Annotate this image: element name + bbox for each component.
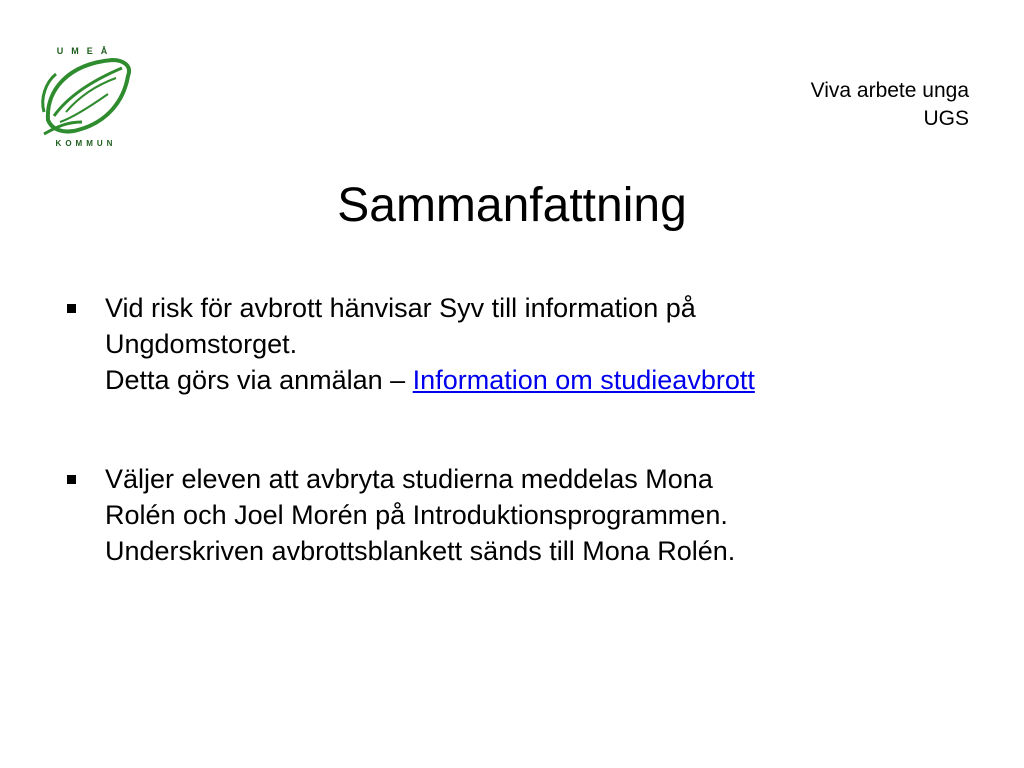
bullet-1-line-3-prefix: Detta görs via anmälan –: [105, 365, 413, 395]
bullet-2-line-3: Underskriven avbrottsblankett sänds till Mona Rolén.: [105, 536, 736, 566]
umea-kommun-logo: [38, 42, 134, 152]
header-line-1: Viva arbete unga: [810, 79, 969, 102]
bullet-1-line-1: Vid risk för avbrott hänvisar Syv till information på: [105, 293, 696, 323]
bullet-list: [66, 290, 966, 569]
logo-top-text: UMEÅ: [56, 46, 116, 56]
header-info: [811, 77, 969, 133]
bullet-2-line-2: Rolén och Joel Morén på Introduktionsprogrammen.: [105, 500, 728, 530]
logo-bottom-text: KOMMUN: [55, 139, 117, 148]
bullet-item-2: [66, 461, 966, 569]
bullet-item-1: [66, 290, 966, 398]
leaf-icon: [38, 42, 134, 152]
page-title: Sammanfattning: [337, 179, 687, 232]
bullet-2-line-1: Väljer eleven att avbryta studierna meddelas Mona: [105, 464, 713, 494]
bullet-1-line-2: Ungdomstorget.: [105, 329, 298, 359]
studieavbrott-link[interactable]: Information om studieavbrott: [412, 365, 755, 395]
square-bullet-icon: [67, 304, 76, 313]
bullet-1-line-3: [105, 362, 966, 398]
header-line-2: UGS: [923, 107, 969, 130]
square-bullet-icon: [67, 475, 76, 484]
